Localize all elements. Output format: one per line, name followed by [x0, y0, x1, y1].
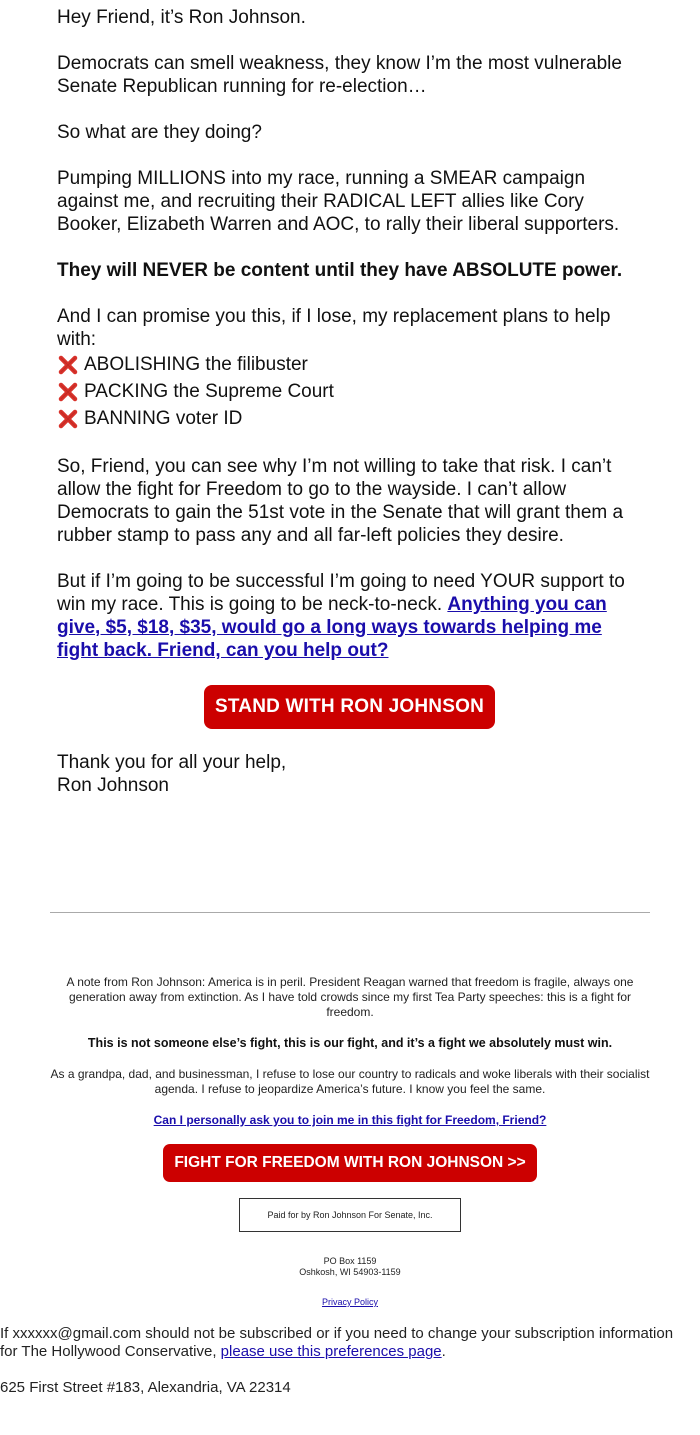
stand-with-ron-johnson-button[interactable]: STAND WITH RON JOHNSON: [204, 685, 495, 729]
list-item-label: ABOLISHING the filibuster: [84, 354, 308, 375]
fight-for-freedom-button[interactable]: FIGHT FOR FREEDOM WITH RON JOHNSON >>: [163, 1144, 536, 1182]
list-item: [57, 351, 647, 378]
paragraph-promise: And I can promise you this, if I lose, my replacement plans to help with:: [57, 306, 611, 350]
privacy-policy-link[interactable]: Privacy Policy: [321, 1297, 378, 1307]
threat-list: [57, 351, 647, 432]
cta-container: [57, 685, 642, 729]
greeting: Hey Friend, it’s Ron Johnson.: [57, 7, 306, 28]
support-text: But if I’m going to be successful I’m going to need YOUR support to win my race. This is going to be neck-to-neck.: [57, 571, 625, 615]
signoff-text: Thank you for all your help,: [57, 752, 287, 773]
signature: Ron Johnson: [57, 775, 169, 796]
paid-for-disclaimer: Paid for by Ron Johnson For Senate, Inc.: [239, 1198, 461, 1232]
footer-bold-line: This is not someone else’s fight, this is our fight, and it’s a fight we absolutely must win.: [87, 1036, 613, 1050]
footer-grandpa: As a grandpa, dad, and businessman, I refuse to lose our country to radicals and woke liberals with their socialist agenda. I refuse to jeopardize America’s future. I know you feel the same.: [50, 1067, 650, 1096]
cross-mark-icon: [57, 354, 79, 376]
list-item-label: PACKING the Supreme Court: [84, 381, 334, 402]
email-body: [57, 6, 647, 797]
signoff: [57, 751, 647, 797]
paragraph-weakness: Democrats can smell weakness, they know I’m the most vulnerable Senate Republican running for re-election…: [57, 53, 622, 97]
cross-mark-icon: [57, 408, 79, 430]
donate-link[interactable]: Anything you can give, $5, $18, $35, would go a long ways towards helping me fight back. Friend, can you help out?: [57, 594, 607, 661]
preferences-link[interactable]: please use this preferences page: [220, 1343, 442, 1360]
postal-address: 625 First Street #183, Alexandria, VA 22314: [0, 1379, 291, 1396]
unsubscribe-text: If xxxxxx@gmail.com should not be subscribed or if you need to change your subscription information for The Hollywood Conservative,: [0, 1325, 674, 1360]
city-state-zip: Oshkosh, WI 54903-1159: [299, 1267, 401, 1277]
footer: [50, 975, 650, 1310]
paragraph-question: So what are they doing?: [57, 122, 262, 143]
unsubscribe-end: .: [441, 1343, 446, 1360]
list-item: [57, 378, 647, 405]
paragraph-risk: So, Friend, you can see why I’m not willing to take that risk. I can’t allow the fight for Freedom to go to the wayside. I can’t allow Democrats to gain the 51st vote in the Senate that will grant them a rubber stamp to pass any and all far-left policies they desire.: [57, 456, 624, 546]
cta2-container: [50, 1144, 650, 1182]
cross-mark-icon: [57, 381, 79, 403]
divider: [50, 912, 650, 913]
list-item-label: BANNING voter ID: [84, 408, 243, 429]
list-item: [57, 405, 647, 432]
footer-note: A note from Ron Johnson: America is in peril. President Reagan warned that freedom is fragile, always one generation away from extinction. As I have told crowds since my first Tea Party speeches: this is a fight for freedom.: [66, 975, 634, 1019]
paragraph-support: [57, 570, 647, 662]
paragraph-millions: Pumping MILLIONS into my race, running a SMEAR campaign against me, and recruiting their RADICAL LEFT allies like Cory Booker, Elizabeth Warren and AOC, to rally their liberal supporters.: [57, 168, 620, 235]
po-box: PO Box 1159: [323, 1256, 377, 1266]
paragraph-absolute-power: They will NEVER be content until they have ABSOLUTE power.: [57, 260, 623, 281]
join-fight-link[interactable]: Can I personally ask you to join me in this fight for Freedom, Friend?: [153, 1113, 547, 1127]
mailing-address: [50, 1256, 650, 1278]
unsubscribe-notice: [0, 1325, 680, 1361]
